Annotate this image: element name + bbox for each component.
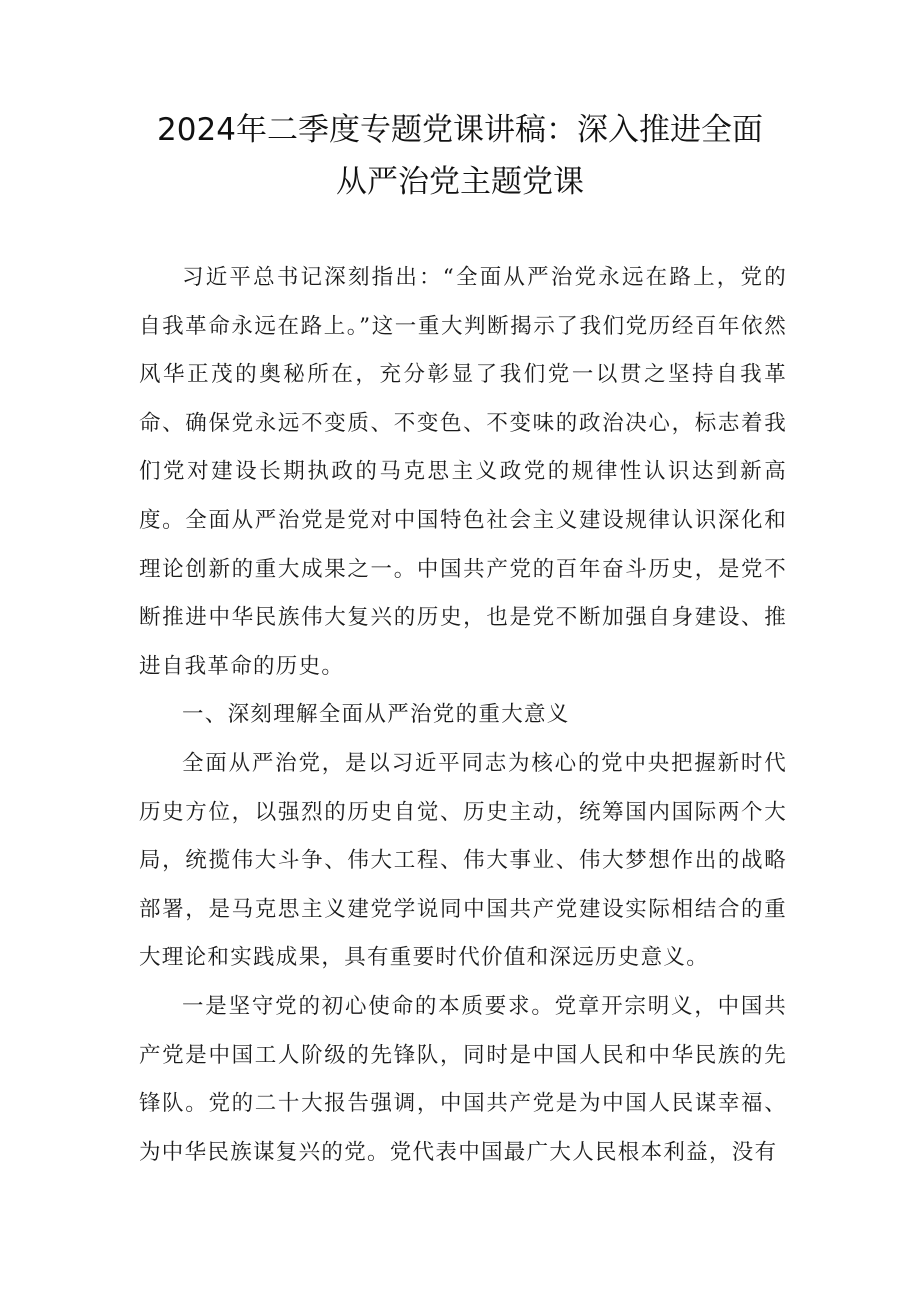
paragraph-significance: 全面从严治党，是以习近平同志为核心的党中央把握新时代历史方位，以强烈的历史自觉、历史主动，统筹国内国际两个大局，统揽伟大斗争、伟大工程、伟大事业、伟大梦想作出的战略部署，是马克思主义建党学说同中国共产党建设实际相结合的重大理论和实践成果，具有重要时代价值和深远历史意义。: [139, 750, 787, 971]
title-line-2: 从严治党主题党课: [336, 164, 584, 200]
title-line-1: 2024年二季度专题党课讲稿：深入推进全面: [157, 112, 763, 148]
document-title: [120, 104, 800, 208]
paragraph-point-one: 一是坚守党的初心使命的本质要求。党章开宗明义，中国共产党是中国工人阶级的先锋队，同时是中国人民和中华民族的先锋队。党的二十大报告强调，中国共产党是为中国人民谋幸福、为中华民族谋复兴的党。党代表中国最广大人民根本利益，没有: [139, 993, 787, 1165]
document-body: [139, 254, 787, 1177]
section-heading: 一、深刻理解全面从严治党的重大意义: [182, 702, 570, 728]
paragraph-intro: 习近平总书记深刻指出：“全面从严治党永远在路上，党的自我革命永远在路上。”这一重大判断揭示了我们党历经百年依然风华正茂的奥秘所在，充分彰显了我们党一以贯之坚持自我革命、确保党永远不变质、不变色、不变味的政治决心，标志着我们党对建设长期执政的马克思主义政党的规律性认识达到新高度。全面从严治党是党对中国特色社会主义建设规律认识深化和理论创新的重大成果之一。中国共产党的百年奋斗历史，是党不断推进中华民族伟大复兴的历史，也是党不断加强自身建设、推进自我革命的历史。: [139, 265, 787, 679]
